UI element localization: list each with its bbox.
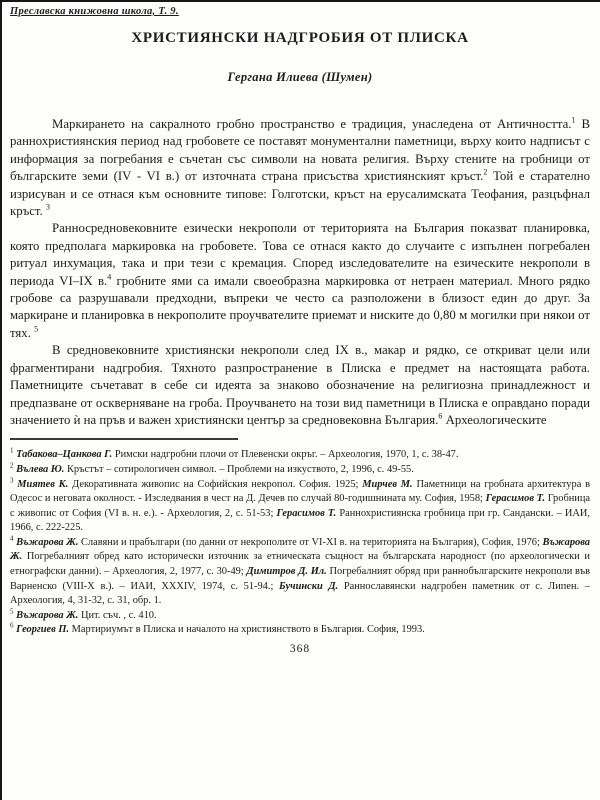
footnote-2: $^2$ Вълева Ю. Кръстът – сотирологичен символ. – Проблеми на изкуството, 2, 1996, с. 49-55. — [10, 461, 414, 475]
footnote-1: $^1$ Табакова–Цанкова Г. Римски надгробни плочи от Плевенски окръг. – Археология, 1970, 1, с. 38-47. — [10, 446, 459, 461]
article-body — [10, 116, 590, 429]
page-number: 368 — [289, 643, 311, 656]
paragraph-3: В средновековните християнски некрополи след IX в., макар и рядко, се откриват цели или фрагментирани надгробия. Тяхното разпространение в Плиска е предмет на настоящата работа. Паметниците съчетават в себе си идеята за знаково обозначение на религиозна принадлежност и предпазване от оскверняване на гроба. Проучването на този вид паметници в Плиска е оправдано поради значението ѝ на пръв и важен християнски център за средновековна България.$^6$ Археологическите — [10, 343, 590, 427]
running-header: Преславска книжовна школа, Т. 9. — [10, 6, 179, 17]
footnote-5: $^5$ Въжарова Ж. Цит. съч. , с. 410. — [10, 607, 157, 621]
footnote-4: $^4$ Въжарова Ж. Славяни и прабългари (по данни от некрополите от VI-XI в. на територията на България), София, 1976; Въжарова Ж. Погребалният обред като исторически източник за етническата същност на българската народност (по археологически и етнографски данни). – Археология, 2, 1977, с. 30-49; Димитров Д. Ил. Погребалният обряд при раннобългарските некрополи във Варненско (VIII-X в.). – ИАИ, XXXIV, 1974, с. 51-94.; Бучински Д. Раннославянски надгробен паметник от с. Липен. – Археология, 4, 31-32, с. 31, обр. 1. — [10, 534, 590, 607]
paragraph-1: Маркирането на сакралното гробно пространство е традиция, унаследена от Античността.$^1$ В раннохристиянския период над гробовете се поставят монументални паметници, върху които надписът с информация за погребания е съчетан със символи на новата религия. Върху стените на гробници от българските земи (IV - VI в.) от източната страна присъства християнският кръст.$^2$ Той е старателно изрисуван и се отнася към основните типове: Голготски, кръст на ерусалимската Теофания, разцъфнал кръст. $^3$ — [10, 115, 591, 219]
page-title: ХРИСТИЯНСКИ НАДГРОБИЯ ОТ ПЛИСКА — [131, 30, 469, 46]
footnote-3: $^3$ Миятев К. Декоративната живопис на Софийския некропол. София. 1925; Мирчев М. Паметници на гробната архитектура в Одесос и неговата околност. - Изследвания в чест на Д. Дечев по случай 80-годишнината му. София, 1958; Герасимов Т. Гробница с живопис от София (VI в. н. е.). - Археология, 2, с. 51-53; Герасимов Т. Раннохристиянска гробница при гр. Сандански. – ИАИ, 1966, с. 222-225. — [10, 476, 591, 534]
footnote-separator — [10, 438, 238, 440]
footnote-6: $^6$ Георгиев П. Мартириумът в Плиска и началото на християнството в България. София, 1993. — [10, 621, 425, 636]
author-line: Гергана Илиева (Шумен) — [227, 70, 373, 84]
paragraph-2: Ранносредновековните езически некрополи от територията на България показват планировка, която предполага маркировка на гробовете. Това се отнася както до случаите с изпълнен погребален ритуал инхумация, така и при тези с кремация. Според изследователите на езическите некрополи в периода VI–IX в.$^4$ гробните ями са имали своеобразна маркировка от нетраен материал. Много рядко гробове са разрушавали предходни, въпреки че често са разположени в близост един до друг. За маркиране и планировка в некрополите проучвателите приемат и ниските до 0,80 м могилки при някои от тях. $^5$ — [10, 221, 591, 340]
footnotes-block — [10, 448, 590, 638]
